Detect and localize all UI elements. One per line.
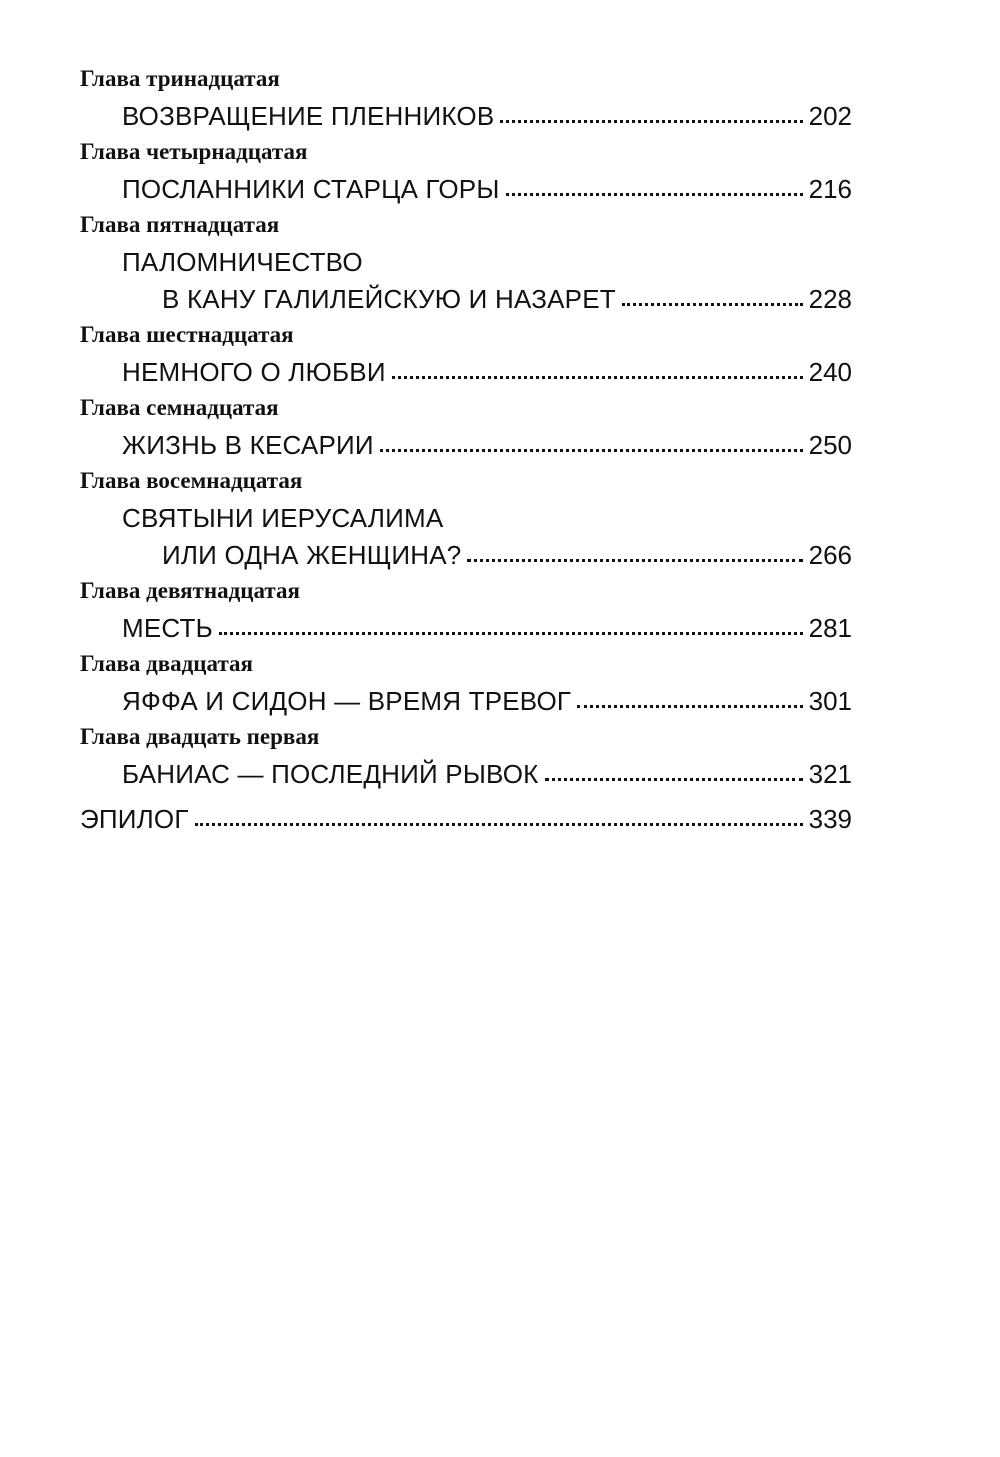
toc-entry [80,752,852,789]
leader-dots [506,193,803,196]
page-number: 202 [808,101,852,131]
leader-dots [622,303,803,306]
toc-entry-first-line [80,496,852,533]
chapter-label [80,131,852,167]
toc-entry [80,606,852,643]
chapter-title: ВОЗВРАЩЕНИЕ ПЛЕННИКОВ [122,101,495,131]
chapter-title-line-1: ПАЛОМНИЧЕСТВО [122,247,363,277]
leader-dots [467,559,802,562]
chapter-label [80,387,852,423]
page-number: 339 [808,804,852,834]
epilogue-entry [80,797,852,834]
toc-entry [80,533,852,570]
chapter-title-line-1: СВЯТЫНИ ИЕРУСАЛИМА [122,503,444,533]
chapter-label-text: Глава шестнадцатая [80,322,294,347]
chapter-label [80,460,852,496]
chapter-label [80,643,852,679]
chapter-label [80,570,852,606]
leader-dots [219,632,803,635]
leader-dots [545,778,803,781]
chapter-label-text: Глава четырнадцатая [80,139,308,164]
chapter-title: ПОСЛАННИКИ СТАРЦА ГОРЫ [122,174,500,204]
page-number: 321 [808,759,852,789]
leader-dots [500,120,802,123]
page-number: 250 [808,430,852,460]
epilogue-title: ЭПИЛОГ [80,804,189,834]
chapter-label-text: Глава пятнадцатая [80,212,280,237]
chapter-title: ЖИЗНЬ В КЕСАРИИ [122,430,374,460]
chapter-title: ЯФФА И СИДОН — ВРЕМЯ ТРЕВОГ [122,686,572,716]
page-number: 228 [808,284,852,314]
chapter-label-text: Глава двадцать первая [80,724,320,749]
leader-dots [380,449,803,452]
toc-entry [80,350,852,387]
chapter-title-line-2: ИЛИ ОДНА ЖЕНЩИНА? [162,540,462,570]
chapter-title: БАНИАС — ПОСЛЕДНИЙ РЫВОК [122,759,539,789]
page-number: 240 [808,357,852,387]
chapter-label-text: Глава семнадцатая [80,395,279,420]
chapter-label-text: Глава девятнадцатая [80,578,300,603]
toc-entry [80,423,852,460]
toc-entry-first-line [80,240,852,277]
leader-dots [577,705,802,708]
chapter-label [80,716,852,752]
chapter-label [80,58,852,94]
page-number: 266 [808,540,852,570]
page-number: 281 [808,613,852,643]
toc-entry [80,167,852,204]
toc-entry [80,277,852,314]
page-number: 216 [808,174,852,204]
toc-entry [80,679,852,716]
table-of-contents [80,58,852,834]
chapter-label [80,314,852,350]
chapter-label-text: Глава тринадцатая [80,66,280,91]
chapter-label-text: Глава двадцатая [80,651,253,676]
chapter-title-line-2: В КАНУ ГАЛИЛЕЙСКУЮ И НАЗАРЕТ [162,284,616,314]
toc-entry [80,94,852,131]
page-number: 301 [808,686,852,716]
leader-dots [195,823,803,826]
leader-dots [392,376,803,379]
chapter-title: НЕМНОГО О ЛЮБВИ [122,357,386,387]
chapter-label-text: Глава восемнадцатая [80,468,303,493]
chapter-title: МЕСТЬ [122,613,213,643]
chapter-label [80,204,852,240]
